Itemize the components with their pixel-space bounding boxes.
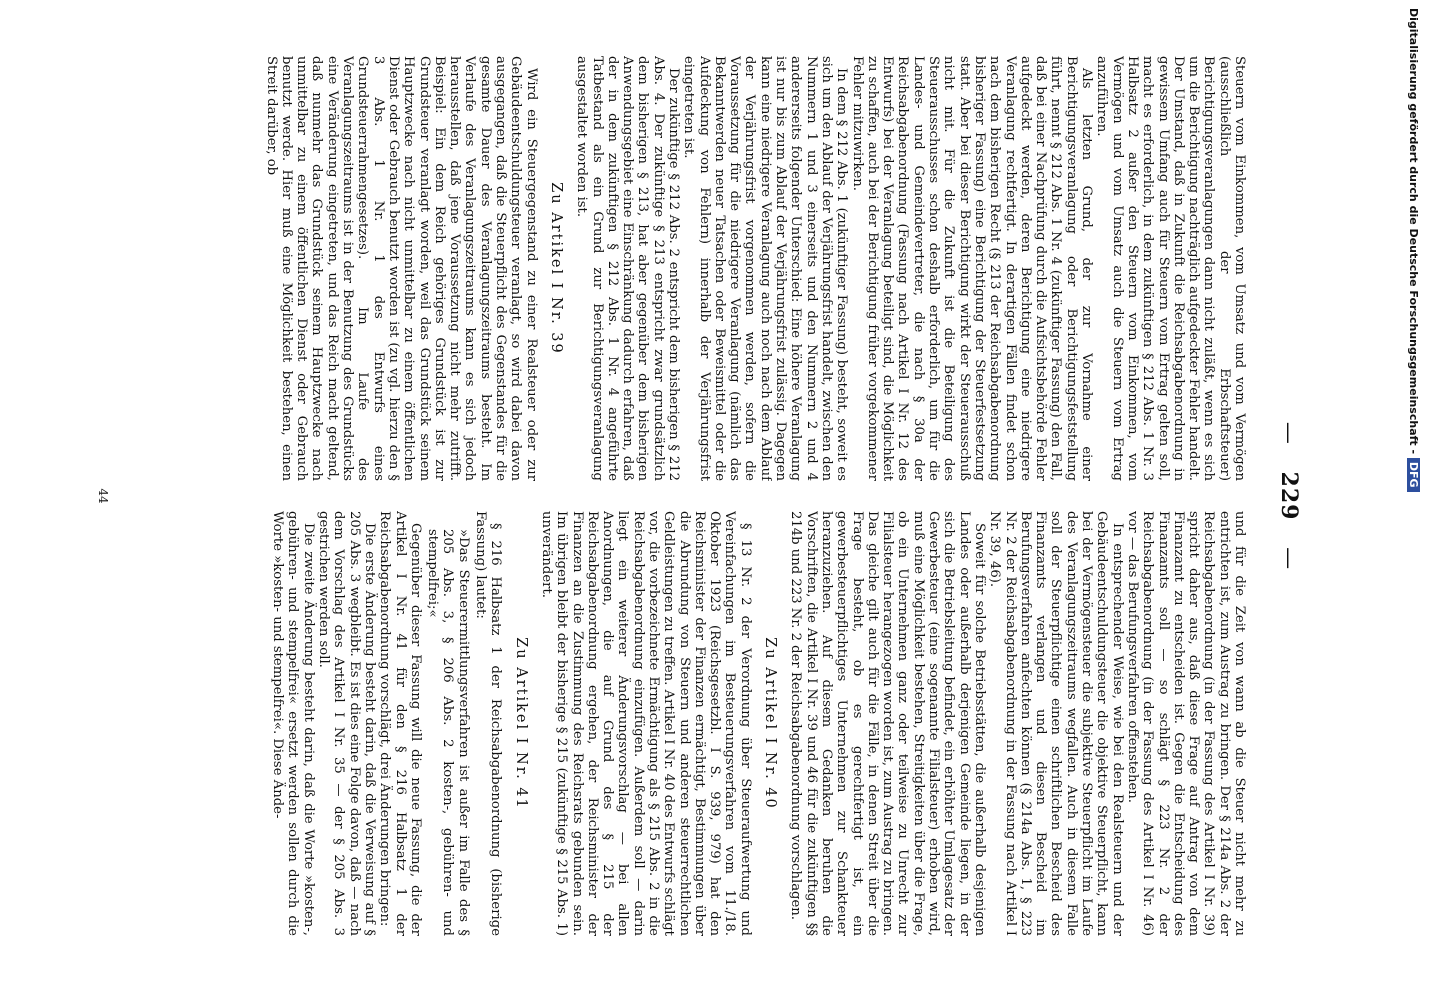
sheet-number: 44 bbox=[96, 488, 110, 504]
quoted-law-text bbox=[425, 529, 471, 936]
left-paragraph: Wird ein Steuergegenstand zu einer Realsteuer oder zur Gebäudeentschuldungsteuer veranlagt, so wird dabei davon ausgegangen, daß die Steuerpflicht des Gegenstandes für die gesamte Dauer des Veranlagungszeitraums besteht. Im Verlaufe des Veranlagungszeitraums kann es sich jedoch herausstellen, daß jene Voraussetzung nicht mehr zutrifft. Beispiel: Ein dem Reich gehöriges Grundstück ist zur Grundsteuer veranlagt worden, weil das Grundstück seinem Hauptzwecke nach nicht unmittelbar zu einem öffentlichen Dienst oder Gebrauch benutzt worden ist (zu vgl. hierzu den § 3 Abs. 1 Nr. 1 des Entwurfs eines Grundsteuerrahmengesetzes). Im Laufe des Veranlagungszeitraums ist in der Benutzung des Grundstücks eine Veränderung eingetreten, und das Reich macht geltend, daß nunmehr das Grundstück seinem Hauptzwecke nach unmittelbar zu einem öffentlichen Dienst oder Gebrauch benutzt werde. Hier muß eine Möglichkeit bestehen, einen Streit darüber, ob bbox=[263, 56, 539, 481]
page-header bbox=[1252, 56, 1302, 936]
header-dash-left: — bbox=[1276, 421, 1301, 445]
right-paragraph: § 216 Halbsatz 1 der Reichsabgabenordnung (bisherige Fassung) lautet: bbox=[473, 511, 504, 936]
dfg-logo: DFG bbox=[1407, 458, 1420, 492]
digitization-text: Digitalisierung gefördert durch die Deutsche Forschungsgemeinschaft - bbox=[1407, 8, 1420, 455]
rotated-document-page bbox=[92, 56, 1302, 936]
right-column bbox=[107, 511, 1247, 936]
right-paragraph: § 13 Nr. 2 der Verordnung über Steueraufwertung und Vereinfachungen im Besteuerungsverfahren vom 11./18. Oktober 1923 (Reichsgesetzbl. I S. 939, 979) hat den Reichsminister der Finanzen ermächtigt, Bestimmungen über die Abrundung von Steuern und anderen steuerrechtlichen Geldleistungen zu treffen. Artikel I Nr. 40 des Entwurfs schlägt vor, die vorbezeichnete Ermächtigung als § 215 Abs. 2 in die Reichsabgabenordnung einzufügen. Außerdem soll — darin liegt ein weiterer Änderungsvorschlag — bei allen Anordnungen, die auf Grund des § 215 der Reichsabgabenordnung ergehen, der Reichsminister der Finanzen an die Zustimmung des Reichsrats gebunden sein. Im übrigen bleibt der bisherige § 215 (zukünftige § 215 Abs. 1) unverändert. bbox=[538, 511, 753, 936]
section-heading-art39: Zu Artikel I Nr. 39 bbox=[547, 182, 564, 355]
left-paragraph: Als letzten Grund, der zur Vornahme einer Berichtigungsveranlagung oder Berichtigungsfeststellung führt, nennt § 212 Abs. 1 Nr. 4 (zukünftiger Fassung) den Fall, daß bei einer Nachprüfung durch die Aufsichtsbehörde Fehler aufgedeckt werden, deren Berichtigung eine niedrigere Veranlagung rechtfertigt. In derartigen Fällen findet schon nach dem bisherigen Recht (§ 213 der Reichsabgabenordnung bisheriger Fassung) eine Berichtigung der Steuerfestsetzung statt. Aber bei dieser Berichtigung wirkt der Steuerausschuß nicht mit. Für die Zukunft ist die Beteiligung des Steuerausschusses schon deshalb erforderlich, um für die Landes- und Gemeindevertreter, die nach § 30a der Reichsabgabenordnung (Fassung nach Artikel I Nr. 12 des Entwurfs) bei der Veranlagung beteiligt sind, die Möglichkeit zu schaffen, auch bei der Berichtigung früher vorgekommener Fehler mitzuwirken. bbox=[849, 56, 1095, 481]
section-heading-art41: Zu Artikel I Nr. 41 bbox=[512, 637, 529, 810]
left-paragraph: In dem § 212 Abs. 1 (zukünftiger Fassung) besteht, soweit es sich um den Ablauf der Verjährungsfrist handelt, zwischen den Nummern 1 und 3 einerseits und den Nummern 2 und 4 andererseits folgender Unterschied: Eine höhere Veranlagung ist nur bis zum Ablauf der Verjährungsfrist zulässig. Dagegen kann eine niedrigere Veranlagung auch noch nach dem Ablauf der Verjährungsfrist vorgenommen werden, sofern die Voraussetzung für die niedrigere Veranlagung (nämlich das Bekanntwerden neuer Tatsachen oder Beweismittel oder die Aufdeckung von Fehlern) innerhalb der Verjährungsfrist eingetreten ist. bbox=[681, 56, 850, 481]
quote-text: »Das Steuerermittlungsverfahren ist außer im Falle des § 205 Abs. 3, § 206 Abs. 2 kosten-, gebühren- und stempelfrei;« bbox=[425, 529, 471, 936]
right-paragraph: In entsprechender Weise, wie bei den Realsteuern und der Gebäudeentschuldungsteuer die objektive Steuerpflicht, kann bei der Vermögensteuer die subjektive Steuerpflicht im Laufe des Veranlagungszeitraums wegfallen. Auch in diesem Falle soll der Steuerpflichtige einen schriftlichen Bescheid des Finanzamts verlangen und diesen Bescheid im Berufungsverfahren anfechten können (§ 214a Abs. 1, § 223 Nr. 2 der Reichsabgabenordnung in der Fassung nach Artikel I Nr. 39, 46). bbox=[987, 511, 1125, 936]
right-paragraph: Die erste Änderung besteht darin, daß die Verweisung auf § 205 Abs. 3 wegbleibt. Es ist dies eine Folge davon, daß — nach dem Vorschlag des Artikel I Nr. 35 — der § 205 Abs. 3 gestrichen werden soll. bbox=[316, 511, 377, 936]
right-paragraph: Die zweite Änderung besteht darin, daß die Worte »kosten-, gebühren- und stempelfrei« ersetzt werden sollen durch die Worte »kosten- und stempelfrei«. Diese Ände- bbox=[270, 511, 316, 936]
left-paragraph: Der zukünftige § 212 Abs. 2 entspricht dem bisherigen § 212 Abs. 4. Der zukünftige § 213 entspricht zwar grundsätzlich dem bisherigen § 213, hat aber gegenüber dem bisherigen Anwendungsgebiet eine Einschränkung dadurch erfahren, daß der in dem zukünftigen § 212 Abs. 1 Nr. 4 angeführte Tatbestand als ein Grund zur Berichtigungsveranlagung ausgestaltet worden ist. bbox=[574, 56, 682, 481]
right-paragraph: und für die Zeit von wann ab die Steuer nicht mehr zu entrichten ist, zum Austrag zu bringen. Der § 214a Abs. 2 der Reichsabgabenordnung (in der Fassung des Artikel I Nr. 39) spricht daher aus, daß diese Frage auf Antrag von dem Finanzamt zu entscheiden ist. Gegen die Entscheidung des Finanzamts soll — so schlägt § 223 Nr. 2 der Reichsabgabenordnung (in der Fassung des Artikel I Nr. 46) vor — das Berufungsverfahren offenstehen. bbox=[1124, 511, 1247, 936]
left-paragraph: Steuern vom Einkommen, vom Umsatz und vom Vermögen (ausschließlich der Erbschaftsteuer) Berichtigungsveranlagungen dann nicht zuläßt, wenn es sich um die Berichtigung nachträglich aufgedeckter Fehler handelt. Der Umstand, daß in Zukunft die Reichsabgabenordnung in gewissem Umfang auch für Steuern vom Ertrag gelten soll, macht es erforderlich, in dem zukünftigen § 212 Abs. 1 Nr. 3 Halbsatz 2 außer den Steuern vom Einkommen, vom Vermögen und vom Umsatz auch die Steuern vom Ertrag anzuführen. bbox=[1094, 56, 1247, 481]
section-heading-art40: Zu Artikel I Nr. 40 bbox=[762, 637, 779, 810]
right-paragraph: Soweit für solche Betriebsstätten, die außerhalb desjenigen Landes oder außerhalb derjenigen Gemeinde liegen, in der sich die Betriebsleitung befindet, ein erhöhter Umlagesatz der Gewerbesteuer (eine sogenannte Filialsteuer) erhoben wird, muß eine Möglichkeit bestehen, Streitigkeiten über die Frage, ob ein Unternehmen ganz oder teilweise zu Unrecht zur Filialsteuer herangezogen worden ist, zum Austrag zu bringen. Das gleiche gilt auch für die Fälle, in denen Streit über die Frage besteht, ob es gerechtfertigt ist, ein gewerbesteuerpflichtiges Unternehmen zur Schankteuer heranzuziehen. Auf diesem Gedanken beruhen die Vorschriften, die Artikel I Nr. 39 und 46 für die zukünftigen §§ 214b und 223 Nr. 2 der Reichsabgabenordnung vorschlagen. bbox=[788, 511, 987, 936]
left-column bbox=[107, 56, 1247, 481]
header-dash-right: — bbox=[1276, 547, 1301, 571]
right-paragraph: Gegenüber dieser Fassung will die neue Fassung, die der Artikel I Nr. 41 für den § 216 Halbsatz 1 der Reichsabgabenordnung vorschlägt, drei Änderungen bringen: bbox=[377, 511, 423, 936]
digitization-credit bbox=[1407, 8, 1420, 498]
page-number: 229 bbox=[1276, 471, 1302, 521]
